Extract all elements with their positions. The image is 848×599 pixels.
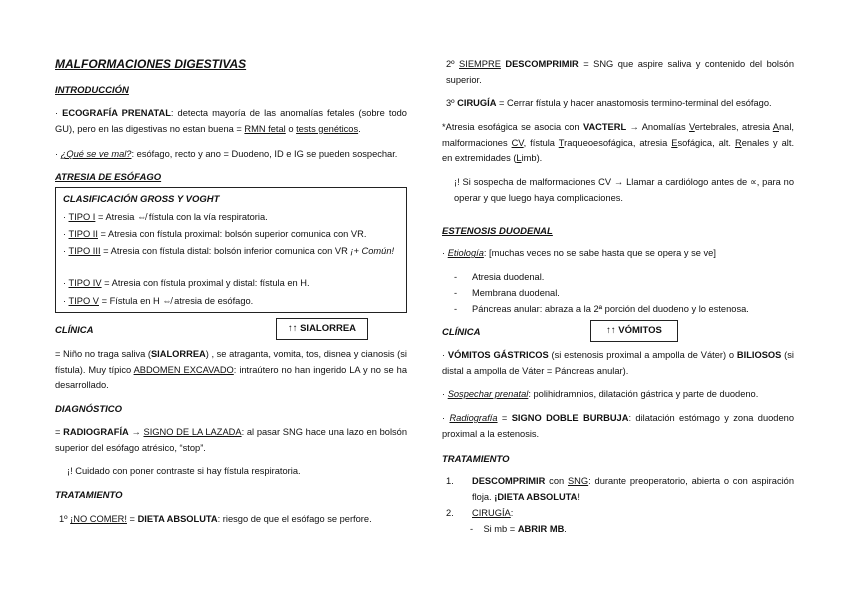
vomitos-paragraph: · VÓMITOS GÁSTRICOS (si estenosis proximal a ampolla de Váter) o BILIOSOS (si distal a ampolla de Váter = Páncreas anular). [442,350,794,376]
class-item-2: · TIPO II = Atresia con fístula proximal: bolsón superior comunica con VR. [63,229,367,239]
intro-paragraph-2: · ¿Qué se ve mal?: esófago, recto y ano = Duodeno, ID e IG se pueden sospechar. [55,149,398,159]
vomitos-badge: ↑↑ VÓMITOS [590,320,678,342]
class-item-4: · TIPO IV = Atresia con fístula proximal y distal: fístula en H. [63,278,310,288]
trat-sub-item: - Si mb = ABRIR MB. [470,524,567,534]
clinica-heading-left: CLÍNICA [55,325,94,336]
trat-item-1-number: 1. [446,476,454,486]
vacterl-note: ¡! Si sospecha de malformaciones CV → Llamar a cardiólogo antes de ∝, para no operar y que luego haya complicaciones. [454,177,794,203]
etiologia-item-2: - Membrana duodenal. [454,288,560,298]
etiologia-item-3: - Páncreas anular: abraza a la 2ª porción del duodeno y lo estenosa. [454,304,749,314]
classification-title: CLASIFICACIÓN GROSS Y VOGHT [63,194,220,205]
sospechar-line: · Sospechar prenatal: polihidramnios, dilatación gástrica y parte de duodeno. [442,389,759,399]
tratamiento-heading-left: TRATAMIENTO [55,490,123,501]
clinica-heading-right: CLÍNICA [442,327,481,338]
trat-item-2-number: 2. [446,508,454,518]
sialorrea-badge: ↑↑ SIALORREA [276,318,368,340]
tratamiento-step-1: 1º ¡NO COMER! = DIETA ABSOLUTA: riesgo de que el esófago se perfore. [59,514,372,524]
trat-item-2: CIRUGÍA: [472,508,514,518]
atresia-heading: ATRESIA DE ESÓFAGO [55,172,162,183]
document-title: MALFORMACIONES DIGESTIVAS [55,57,247,71]
clinica-paragraph-left: = Niño no traga saliva (SIALORREA) , se atraganta, vomita, tos, disnea y cianosis (si fístula). Muy típico ABDOMEN EXCAVADO: intraútero no han ingerido LA y no se ha desarrollado. [55,349,408,390]
diagnostico-paragraph: = RADIOGRAFÍA → SIGNO DE LA LAZADA: al pasar SNG hace una lazo en bolsón superior del esófago atrésico, “stop”. [55,427,407,453]
vacterl-paragraph: *Atresia esofágica se asocia con VACTERL → Anomalías Vertebrales, atresia Anal, malformaciones CV, fístula Traqueoesofágica, atresia Esofágica, alt. Renales y alt. en extremidades (Limb). [442,122,795,163]
class-item-5: · TIPO V = Fístula en H ⇎ atresia de esófago. [63,296,254,306]
etiologia-item-1: - Atresia duodenal. [454,272,545,282]
diagnostico-note: ¡! Cuidado con poner contraste si hay fístula respiratoria. [67,466,301,476]
tratamiento-step-3: 3º CIRUGÍA = Cerrar fístula y hacer anastomosis termino-terminal del esófago. [446,98,772,108]
intro-heading: INTRODUCCIÓN [55,85,129,96]
tratamiento-step-2: 2º SIEMPRE DESCOMPRIMIR = SNG que aspire saliva y contenido del bolsón superior. [446,59,794,85]
class-item-3: · TIPO III = Atresia con fístula distal: bolsón inferior comunica con VR ¡+ Común! [63,246,395,256]
tratamiento-heading-right: TRATAMIENTO [442,454,510,465]
diagnostico-heading: DIAGNÓSTICO [55,404,123,415]
trat-item-1: DESCOMPRIMIR con SNG: durante preoperatorio, abierta o con aspiración floja. ¡DIETA ABSOLUTA! [472,476,794,502]
etiologia-line: · Etiología: [muchas veces no se sabe hasta que se opera y se ve] [442,248,716,258]
class-item-1: · TIPO I = Atresia ⇎ fístula con la vía respiratoria. [63,212,268,222]
intro-paragraph-1: · ECOGRAFÍA PRENATAL: detecta mayoría de las anomalías fetales (sobre todo GU), pero en las digestivas no estan buena = RMN fetal o tests genéticos. [55,108,407,134]
radiografia-paragraph: · Radiografía = SIGNO DOBLE BURBUJA: dilatación estómago y zona duodeno proximal a la estenosis. [442,413,794,439]
estenosis-heading: ESTENOSIS DUODENAL [442,226,553,237]
